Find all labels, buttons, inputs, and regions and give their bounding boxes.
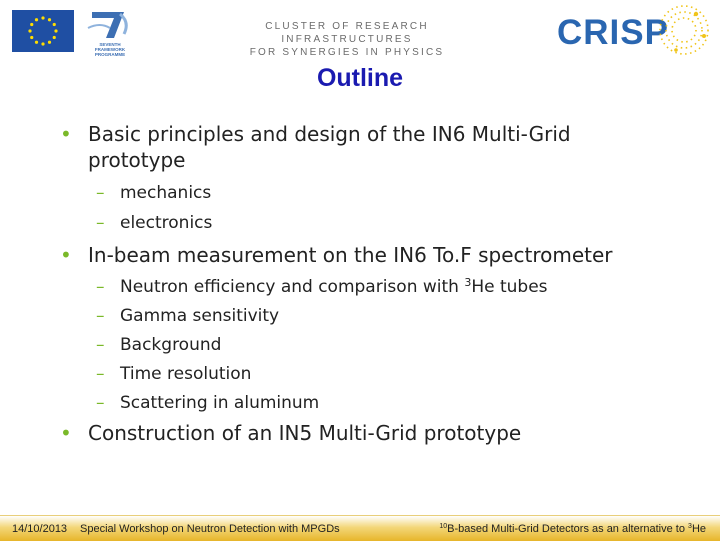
sub-marker: –: [96, 213, 105, 233]
eu-star-icon: [53, 36, 56, 39]
sub-text: Neutron efficiency and comparison with $^3$He tubes: [120, 276, 548, 297]
eu-star-icon: [30, 23, 33, 26]
header: [0, 0, 720, 64]
cluster-heading: [214, 20, 480, 59]
bullet-text: In-beam measurement on the IN6 To.F spectrometer: [88, 243, 613, 267]
bullet-marker: •: [60, 122, 72, 146]
bullet-marker: •: [60, 421, 72, 445]
bullet-marker: •: [60, 243, 72, 267]
sub-marker: –: [96, 306, 105, 326]
bullet-text: prototype: [88, 148, 186, 172]
sub-marker: –: [96, 393, 105, 413]
slide-title: Outline: [316, 64, 404, 92]
footer-title: $^{10}$B-based Multi-Grid Detectors as an alternative to $^3$He: [439, 523, 706, 535]
eu-star-icon: [41, 16, 44, 19]
sub-marker: –: [96, 183, 105, 203]
eu-star-icon: [54, 29, 57, 32]
eu-star-icon: [35, 18, 38, 21]
footer-date: 14/10/2013: [12, 523, 68, 535]
footer-event: Special Workshop on Neutron Detection with MPGDs: [80, 523, 340, 535]
sub-text: mechanics: [120, 183, 212, 203]
bullet-text: Construction of an IN5 Multi-Grid prototype: [88, 421, 522, 445]
sub-marker: –: [96, 364, 105, 384]
bullet-text: Basic principles and design of the IN6 Multi-Grid: [88, 122, 571, 146]
sub-marker: –: [96, 335, 105, 355]
eu-flag-icon: [12, 10, 74, 52]
cluster-line-2: FOR SYNERGIES IN PHYSICS: [249, 47, 445, 58]
eu-star-icon: [35, 41, 38, 44]
sub-text: electronics: [120, 213, 213, 233]
sub-text: Scattering in aluminum: [120, 393, 320, 413]
eu-star-icon: [53, 23, 56, 26]
crisp-logo-icon: [652, 4, 716, 60]
sub-text: Time resolution: [120, 364, 252, 384]
eu-star-icon: [48, 18, 51, 21]
crisp-wordmark: CRISP: [557, 13, 669, 52]
sub-text: Background: [120, 335, 222, 355]
sub-marker: –: [96, 277, 105, 297]
eu-star-icon: [30, 36, 33, 39]
sub-text: Gamma sensitivity: [120, 306, 280, 326]
footer-bar: [0, 515, 720, 541]
eu-star-icon: [28, 29, 31, 32]
cluster-line-1: CLUSTER OF RESEARCH INFRASTRUCTURES: [265, 21, 429, 45]
eu-star-icon: [41, 42, 44, 45]
crisp-logo: [557, 4, 717, 60]
fp7-logo-icon: [84, 8, 136, 56]
fp7-caption: SEVENTH FRAMEWORK PROGRAMME: [94, 42, 126, 57]
eu-star-icon: [48, 41, 51, 44]
